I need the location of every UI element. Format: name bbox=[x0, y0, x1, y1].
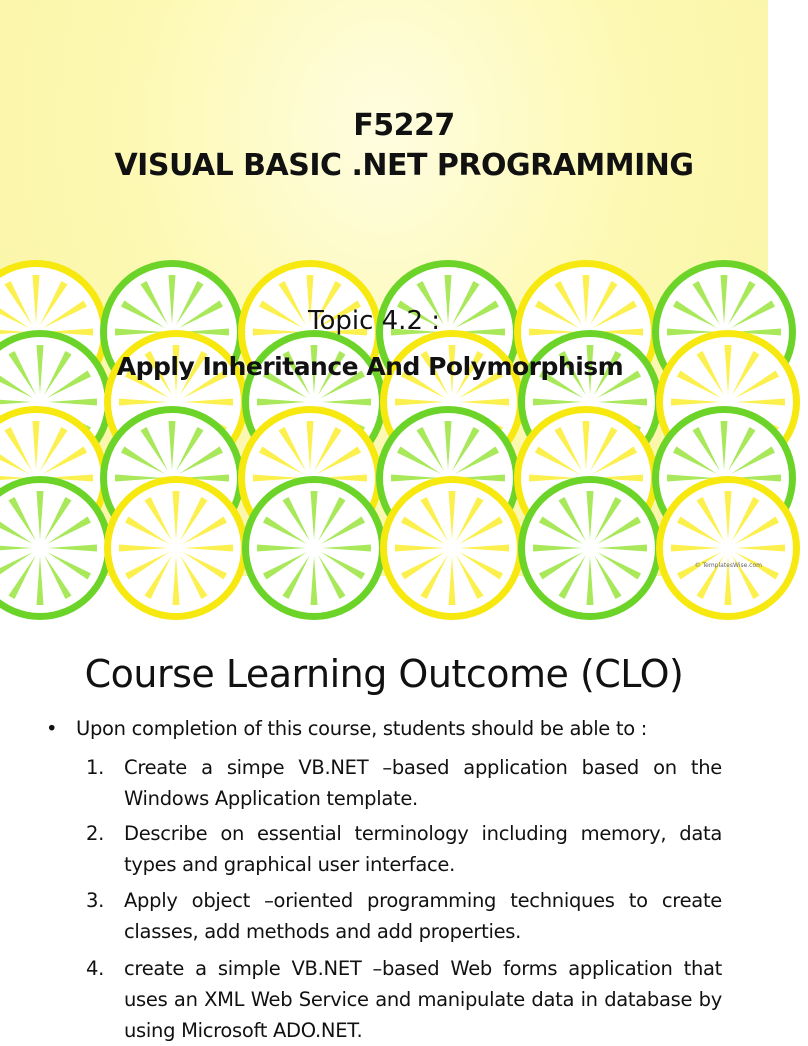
clo-slide bbox=[0, 640, 768, 1042]
outcome-number: 1. bbox=[86, 756, 105, 779]
outcome-text: Create a simpe VB.NET –based application based on the Windows Application template. bbox=[124, 756, 722, 810]
outcome-number: 4. bbox=[86, 957, 105, 980]
lemon-slice-icon bbox=[656, 476, 800, 620]
outcome-item-4 bbox=[86, 953, 722, 1046]
course-code: F5227 bbox=[353, 108, 455, 143]
lemon-slice-icon bbox=[104, 476, 248, 620]
watermark: © TemplatesWise.com bbox=[694, 562, 762, 569]
lemon-slice-icon bbox=[380, 476, 524, 620]
slide-subtitle: Apply Inheritance And Polymorphism bbox=[116, 352, 624, 381]
topic-label: Topic 4.2 : bbox=[307, 306, 441, 336]
lime-slice-icon bbox=[242, 476, 386, 620]
outcome-text: Apply object –oriented programming techniques to create classes, add methods and add properties. bbox=[124, 889, 722, 943]
lime-slice-icon bbox=[518, 476, 662, 620]
course-name: VISUAL BASIC .NET PROGRAMMING bbox=[114, 148, 694, 183]
outcome-item-2 bbox=[86, 818, 722, 880]
clo-title: Course Learning Outcome (CLO) bbox=[84, 652, 684, 696]
outcome-number: 3. bbox=[86, 889, 105, 912]
outcome-item-1 bbox=[86, 752, 722, 814]
outcome-item-3 bbox=[86, 885, 722, 947]
outcome-text: Describe on essential terminology including memory, data types and graphical user interface. bbox=[124, 822, 722, 876]
intro-text: Upon completion of this course, students should be able to : bbox=[76, 717, 648, 740]
outcome-text: create a simple VB.NET –based Web forms application that uses an XML Web Service and manipulate data in database by using Microsoft ADO.NET. bbox=[124, 957, 722, 1042]
bullet-glyph: • bbox=[46, 717, 58, 740]
outcome-number: 2. bbox=[86, 822, 105, 845]
